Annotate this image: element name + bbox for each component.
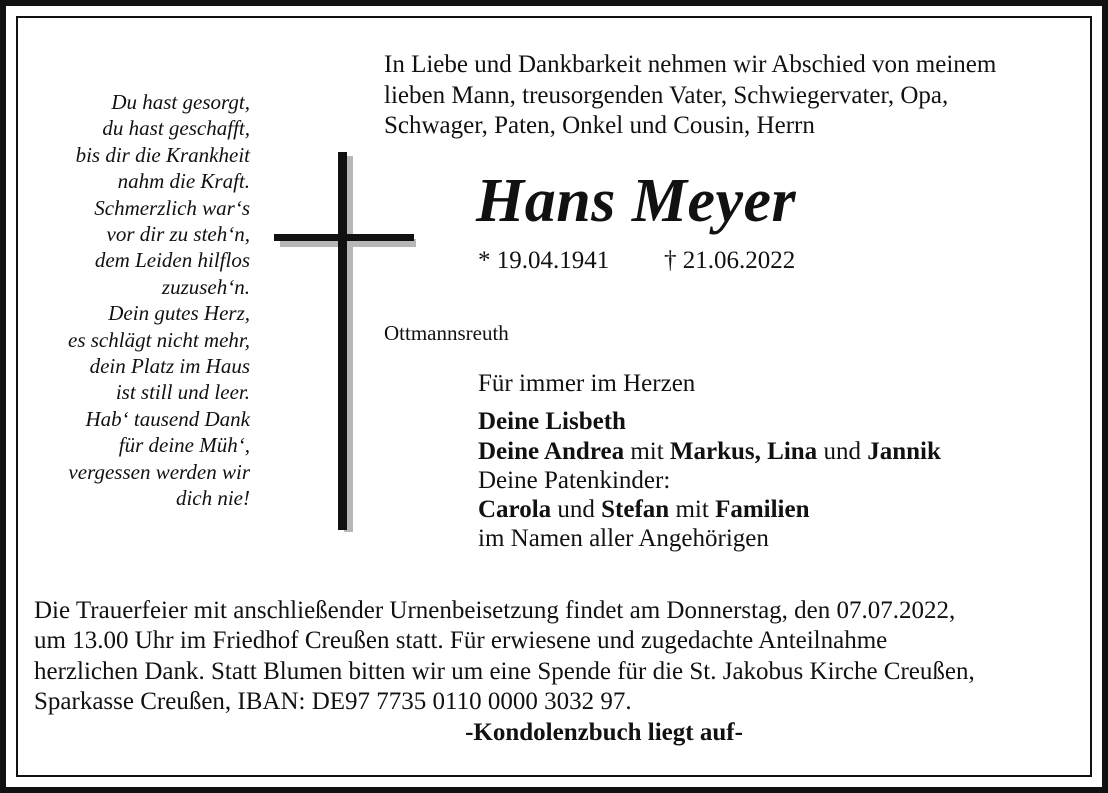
poem-line: es schlägt nicht mehr, — [68, 327, 250, 352]
intro-text — [384, 50, 996, 142]
poem-line: bis dir die Krankheit — [75, 142, 250, 167]
deceased-name: Hans Meyer — [476, 167, 797, 235]
mourners-line — [478, 437, 941, 466]
cross-horizontal-bar — [274, 234, 414, 241]
place-name: Ottmannsreuth — [384, 321, 509, 345]
poem-line: zuzuseh‘n. — [161, 274, 250, 299]
intro-line: Schwager, Paten, Onkel und Cousin, Herrn — [384, 112, 815, 139]
poem-line: vor dir zu steh‘n, — [106, 222, 250, 247]
funeral-line: um 13.00 Uhr im Friedhof Creußen statt. Für erwiesene und zugedachte Anteilnahme — [34, 627, 888, 655]
poem-line: Hab‘ tausend Dank — [85, 406, 250, 431]
poem-line: ist still und leer. — [115, 380, 250, 405]
mourners-line: Deine Lisbeth — [478, 408, 626, 436]
funeral-line: Sparkasse Creußen, IBAN: DE97 7735 0110 0000 3032 97. — [34, 687, 632, 715]
intro-line: lieben Mann, treusorgenden Vater, Schwiegervater, Opa, — [384, 81, 949, 109]
mourners-line: im Namen aller Angehörigen — [478, 525, 769, 553]
mourner-name: Carola — [478, 496, 552, 524]
connector-text: mit — [669, 496, 716, 524]
connector-text: und — [551, 496, 602, 524]
mourner-name: Jannik — [867, 437, 941, 465]
poem-line: vergessen werden wir — [68, 459, 250, 484]
mourners-line: Deine Patenkinder: — [478, 466, 671, 494]
poem-line: Schmerzlich war‘s — [94, 195, 250, 220]
poem-line: du hast geschafft, — [102, 116, 250, 141]
poem-line: für deine Müh‘, — [118, 433, 250, 458]
poem-line: Du hast gesorgt, — [111, 90, 250, 114]
birth-date: * 19.04.1941 — [478, 247, 610, 274]
funeral-notice — [34, 596, 975, 717]
mourners-line — [478, 495, 941, 524]
life-dates — [478, 246, 796, 276]
cross-vertical-bar — [338, 152, 347, 530]
mourner-name: Deine Andrea — [478, 437, 625, 465]
death-date: † 21.06.2022 — [664, 247, 796, 274]
mourner-name: Markus, Lina — [669, 437, 818, 465]
poem — [10, 89, 250, 512]
poem-line: dein Platz im Haus — [89, 354, 250, 379]
mourner-name: Familien — [715, 496, 810, 524]
poem-line: dich nie! — [175, 486, 250, 511]
funeral-line: herzlichen Dank. Statt Blumen bitten wir um eine Spende für die St. Jakobus Kirche Creußen, — [34, 657, 975, 685]
mourner-name: Stefan — [601, 496, 670, 524]
condolence-book-note — [0, 718, 1108, 748]
connector-text: mit — [624, 437, 670, 465]
poem-line: Dein gutes Herz, — [108, 301, 250, 326]
poem-line: dem Leiden hilflos — [94, 248, 250, 273]
funeral-line: Die Trauerfeier mit anschließender Urnenbeisetzung findet am Donnerstag, den 07.07.2022, — [34, 597, 956, 624]
intro-line: In Liebe und Dankbarkeit nehmen wir Abschied von meinem — [384, 51, 997, 78]
connector-text: und — [817, 437, 868, 465]
mourners-block — [478, 369, 941, 554]
condolence-book-text: -Kondolenzbuch liegt auf- — [465, 719, 743, 746]
mourners-line: Für immer im Herzen — [478, 370, 696, 397]
poem-line: nahm die Kraft. — [117, 169, 250, 194]
